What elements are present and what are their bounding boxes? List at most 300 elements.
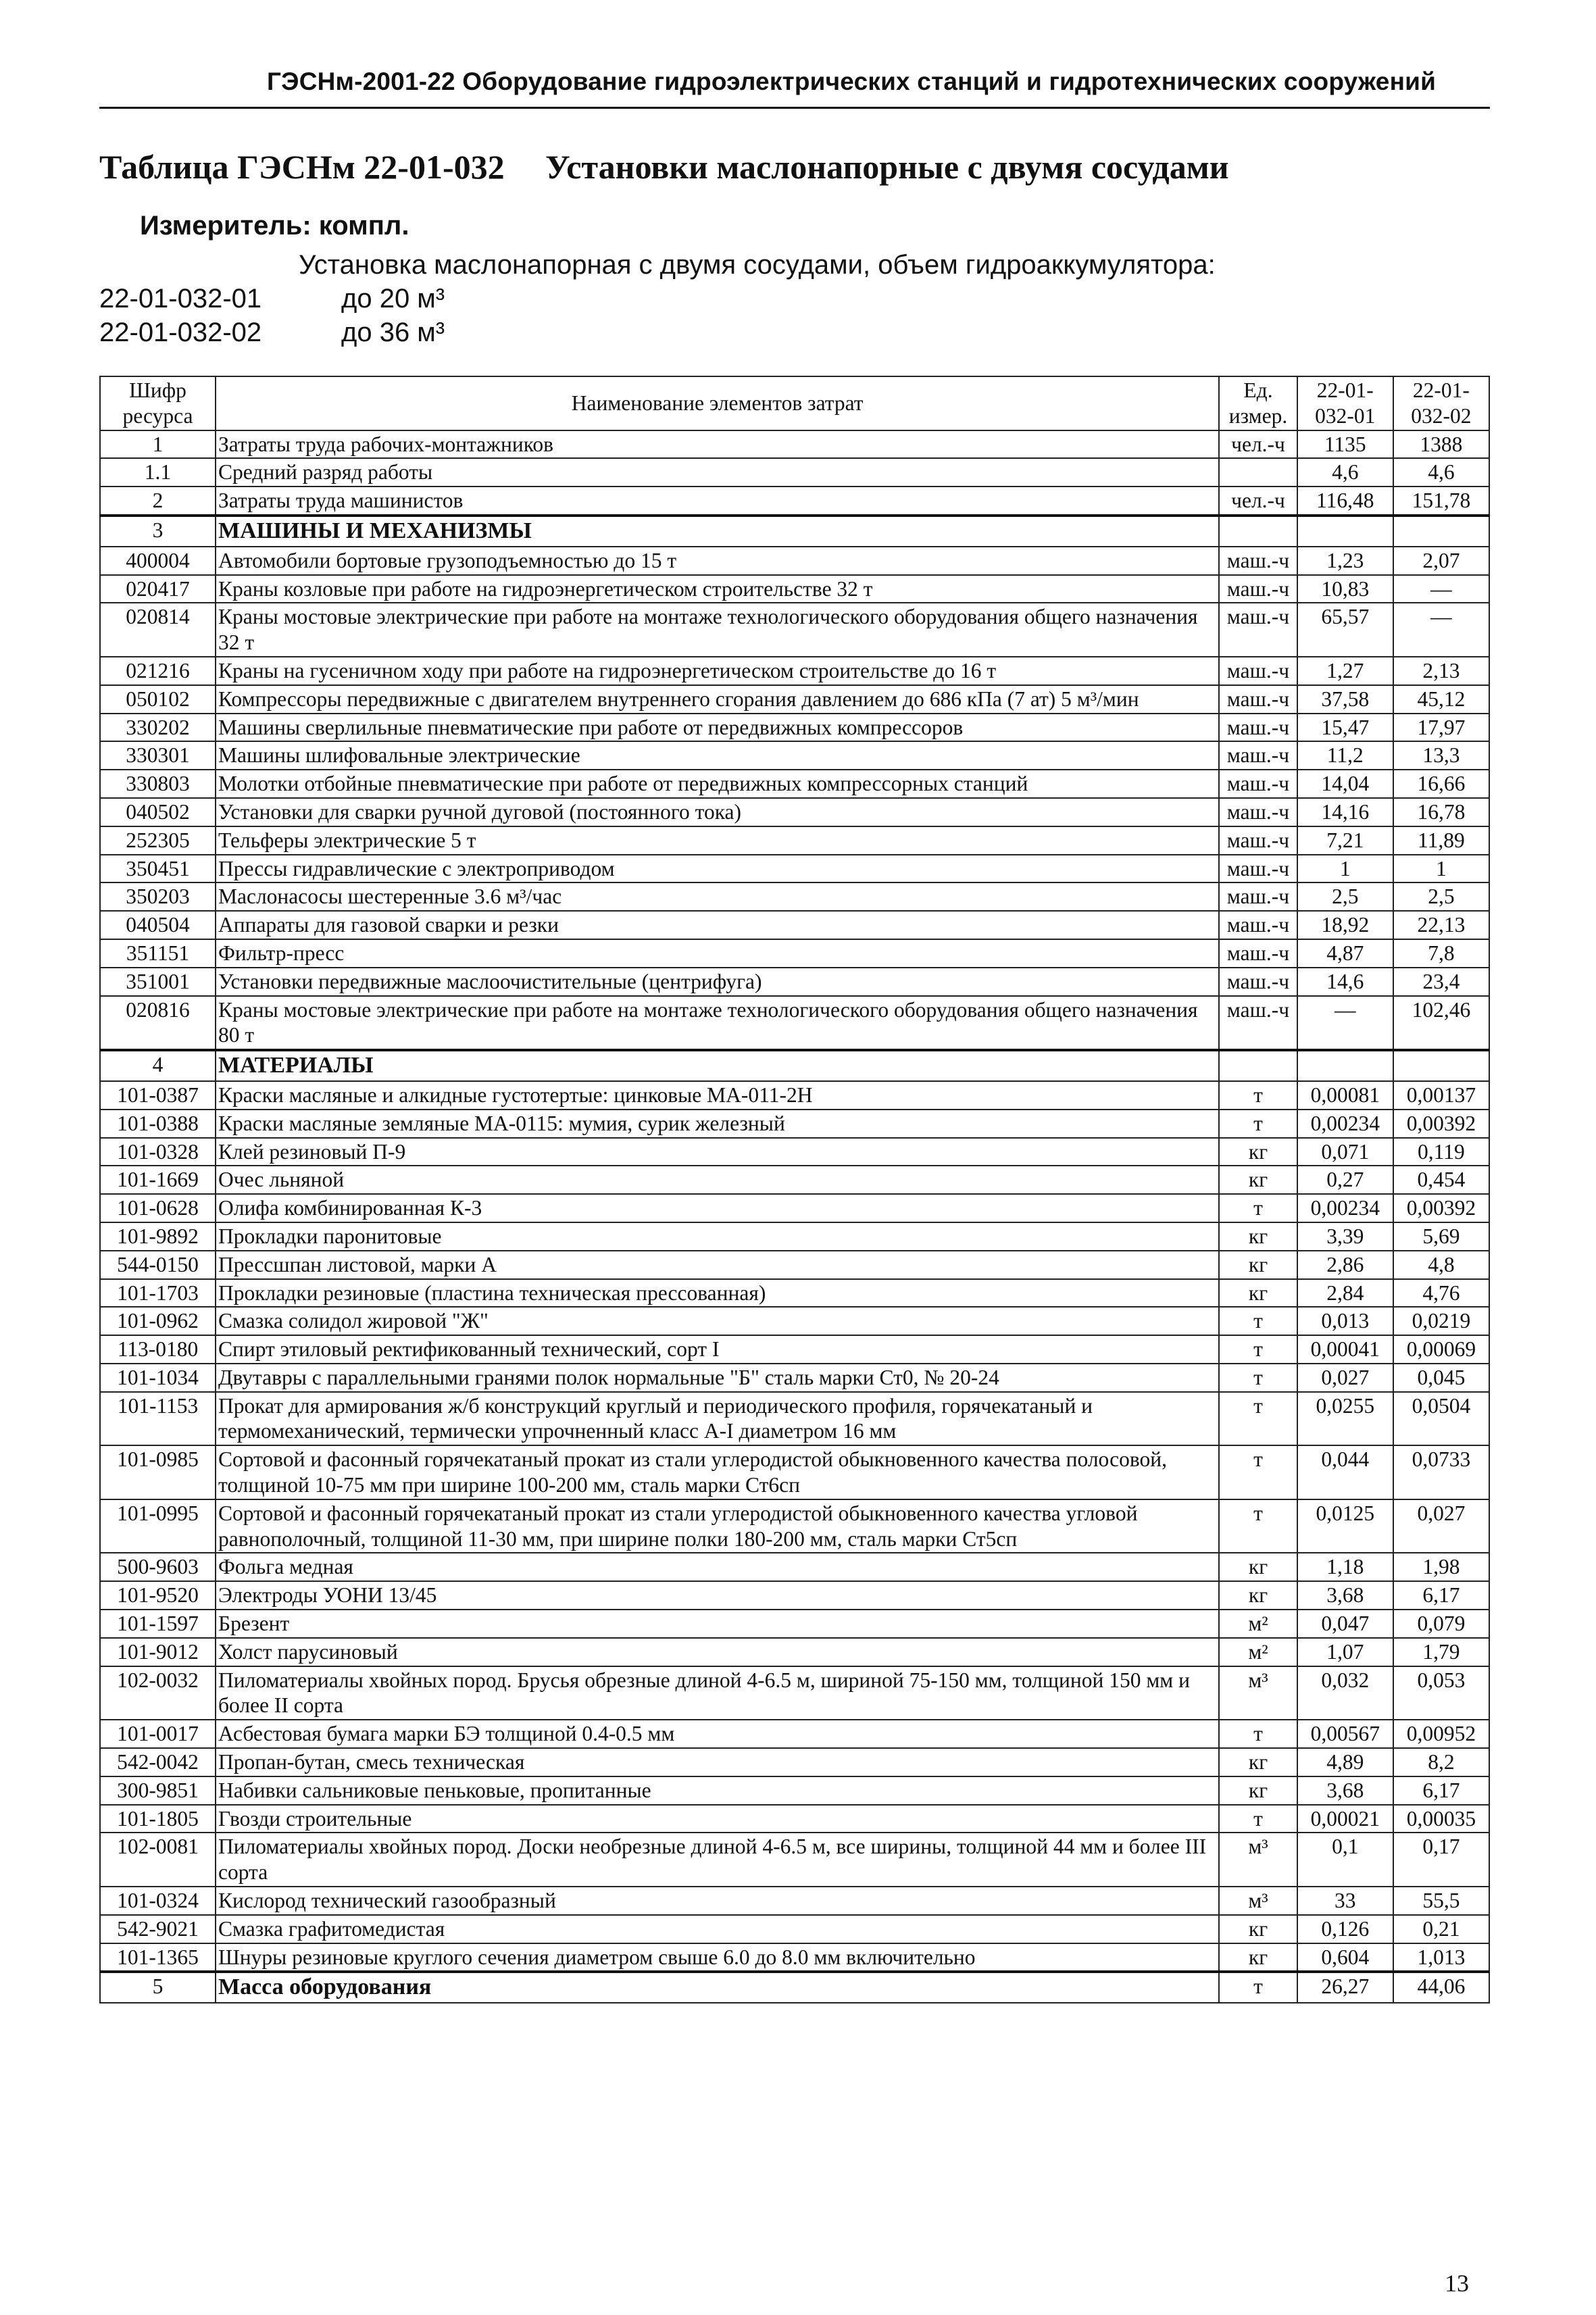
unit-cell: т (1219, 1194, 1297, 1222)
table-row (100, 1748, 1489, 1776)
unit-cell (1219, 516, 1297, 547)
unit-cell: т (1219, 1110, 1297, 1138)
table-row (100, 714, 1489, 742)
variant-code: 22-01-032-01 (99, 284, 262, 314)
value-cell-02: 0,454 (1393, 1166, 1489, 1194)
unit-cell: маш.-ч (1219, 714, 1297, 742)
header-code: Шифр ресурса (100, 376, 216, 430)
unit-cell: кг (1219, 1748, 1297, 1776)
resource-code: 113-0180 (100, 1335, 216, 1364)
table-row (100, 1279, 1489, 1308)
resource-code: 101-1153 (100, 1392, 216, 1446)
resource-name: Маслонасосы шестеренные 3.6 м³/час (216, 882, 1219, 911)
value-cell-01: 0,0255 (1297, 1392, 1393, 1446)
value-cell-01: 0,27 (1297, 1166, 1393, 1194)
resource-name: Двутавры с параллельными гранями полок нормальные "Б" сталь марки Ст0, № 20-24 (216, 1364, 1219, 1392)
resource-name: Фильтр-пресс (216, 939, 1219, 968)
value-cell-01: 2,86 (1297, 1251, 1393, 1279)
unit-cell: м³ (1219, 1887, 1297, 1915)
resource-name: Набивки сальниковые пеньковые, пропитанные (216, 1776, 1219, 1805)
value-cell-01: 7,21 (1297, 826, 1393, 855)
value-cell-01: 1,27 (1297, 657, 1393, 685)
unit-cell: чел.-ч (1219, 487, 1297, 516)
unit-cell: маш.-ч (1219, 657, 1297, 685)
unit-cell: кг (1219, 1915, 1297, 1943)
value-cell-02: 0,119 (1393, 1138, 1489, 1166)
table-row (100, 1307, 1489, 1335)
section-row (100, 1050, 1489, 1081)
resource-code: 101-1034 (100, 1364, 216, 1392)
resource-name: Кислород технический газообразный (216, 1887, 1219, 1915)
resource-code: 020816 (100, 996, 216, 1051)
value-cell-02: 8,2 (1393, 1748, 1489, 1776)
value-cell-01: 0,032 (1297, 1666, 1393, 1720)
value-cell-02: 6,17 (1393, 1776, 1489, 1805)
value-cell-01: 0,1 (1297, 1833, 1393, 1887)
value-cell-02: 44,06 (1393, 1972, 1489, 2003)
value-cell-02: 0,0219 (1393, 1307, 1489, 1335)
unit-cell: м³ (1219, 1666, 1297, 1720)
table-row (100, 575, 1489, 603)
value-cell-02: 2,13 (1393, 657, 1489, 685)
resource-name: Спирт этиловый ректификованный технический, сорт I (216, 1335, 1219, 1364)
resource-code: 330803 (100, 770, 216, 798)
resource-name: Установки передвижные маслоочистительные (центрифуга) (216, 968, 1219, 996)
resource-code: 1.1 (100, 458, 216, 487)
resource-name: Прокладки паронитовые (216, 1222, 1219, 1251)
resource-code: 101-1805 (100, 1805, 216, 1833)
resource-code: 101-0962 (100, 1307, 216, 1335)
section-row (100, 516, 1489, 547)
value-cell-01: 0,0125 (1297, 1499, 1393, 1553)
resource-name: Пропан-бутан, смесь техническая (216, 1748, 1219, 1776)
unit-cell: кг (1219, 1279, 1297, 1308)
resource-code: 2 (100, 487, 216, 516)
unit-cell: маш.-ч (1219, 770, 1297, 798)
value-cell-02: 16,66 (1393, 770, 1489, 798)
section-row (100, 1972, 1489, 2003)
resource-name: Шнуры резиновые круглого сечения диаметром свыше 6.0 до 8.0 мм включительно (216, 1943, 1219, 1972)
table-row (100, 1776, 1489, 1805)
resource-name: Смазка графитомедистая (216, 1915, 1219, 1943)
resource-name: Фольга медная (216, 1553, 1219, 1581)
table-row (100, 1666, 1489, 1720)
unit-cell: маш.-ч (1219, 575, 1297, 603)
value-cell-02: 5,69 (1393, 1222, 1489, 1251)
value-cell-02: 16,78 (1393, 798, 1489, 826)
resource-code: 040502 (100, 798, 216, 826)
resource-code: 102-0081 (100, 1833, 216, 1887)
resource-name: Пиломатериалы хвойных пород. Доски необрезные длиной 4-6.5 м, все ширины, толщиной 44 мм и более III сорта (216, 1833, 1219, 1887)
value-cell-02: 2,5 (1393, 882, 1489, 911)
table-row (100, 1943, 1489, 1972)
header-rule (99, 107, 1490, 109)
value-cell-01: 0,00041 (1297, 1335, 1393, 1364)
page-number: 13 (1445, 2270, 1469, 2297)
value-cell-02 (1393, 516, 1489, 547)
table-row (100, 430, 1489, 459)
value-cell-01: 18,92 (1297, 911, 1393, 939)
value-cell-02: 4,6 (1393, 458, 1489, 487)
unit-cell: маш.-ч (1219, 939, 1297, 968)
table-row (100, 1581, 1489, 1610)
resource-code: 4 (100, 1050, 216, 1081)
resource-code: 020417 (100, 575, 216, 603)
resource-code: 101-1669 (100, 1166, 216, 1194)
resource-code: 1 (100, 430, 216, 459)
value-cell-01: 4,6 (1297, 458, 1393, 487)
table-row (100, 1110, 1489, 1138)
value-cell-01: 15,47 (1297, 714, 1393, 742)
unit-cell: т (1219, 1720, 1297, 1748)
value-cell-01: 116,48 (1297, 487, 1393, 516)
resource-code: 5 (100, 1972, 216, 2003)
value-cell-02: 0,00392 (1393, 1194, 1489, 1222)
value-cell-02: 7,8 (1393, 939, 1489, 968)
resource-code: 020814 (100, 603, 216, 657)
resource-code: 050102 (100, 685, 216, 714)
table-name: Установки маслонапорные с двумя сосудами (545, 148, 1229, 186)
table-row (100, 603, 1489, 657)
resource-code: 500-9603 (100, 1553, 216, 1581)
unit-cell: кг (1219, 1166, 1297, 1194)
table-row (100, 1833, 1489, 1887)
table-row (100, 741, 1489, 770)
value-cell-01: 0,013 (1297, 1307, 1393, 1335)
table-header-row (100, 376, 1489, 430)
value-cell-01: 0,126 (1297, 1915, 1393, 1943)
measure-unit: Измеритель: компл. (140, 211, 409, 241)
variant-line-2 (99, 318, 445, 348)
table-row (100, 1335, 1489, 1364)
resource-table (99, 376, 1490, 2003)
unit-cell: т (1219, 1081, 1297, 1110)
resource-code: 101-0387 (100, 1081, 216, 1110)
unit-cell (1219, 458, 1297, 487)
table-row (100, 685, 1489, 714)
value-cell-02: 0,0733 (1393, 1445, 1489, 1499)
unit-cell: маш.-ч (1219, 826, 1297, 855)
resource-code: 101-0995 (100, 1499, 216, 1553)
value-cell-02: 4,76 (1393, 1279, 1489, 1308)
unit-cell: т (1219, 1499, 1297, 1553)
value-cell-01: 1,23 (1297, 547, 1393, 575)
resource-name: Прессы гидравлические с электроприводом (216, 855, 1219, 883)
resource-name: Установки для сварки ручной дуговой (постоянного тока) (216, 798, 1219, 826)
unit-cell: маш.-ч (1219, 741, 1297, 770)
resource-code: 542-9021 (100, 1915, 216, 1943)
unit-cell: маш.-ч (1219, 547, 1297, 575)
value-cell-01: 0,00021 (1297, 1805, 1393, 1833)
table-row (100, 458, 1489, 487)
table-row (100, 770, 1489, 798)
value-cell-02: 23,4 (1393, 968, 1489, 996)
value-cell-01: 0,044 (1297, 1445, 1393, 1499)
resource-code: 101-0985 (100, 1445, 216, 1499)
resource-name: Затраты труда машинистов (216, 487, 1219, 516)
resource-name: Средний разряд работы (216, 458, 1219, 487)
resource-name: Молотки отбойные пневматические при работе от передвижных компрессорных станций (216, 770, 1219, 798)
value-cell-01: 2,84 (1297, 1279, 1393, 1308)
resource-name: Машины шлифовальные электрические (216, 741, 1219, 770)
value-cell-02: 0,00137 (1393, 1081, 1489, 1110)
resource-name: Краски масляные и алкидные густотертые: цинковые МА-011-2Н (216, 1081, 1219, 1110)
resource-name: Компрессоры передвижные с двигателем внутреннего сгорания давлением до 686 кПа (7 ат) 5 м³/мин (216, 685, 1219, 714)
unit-cell: кг (1219, 1581, 1297, 1610)
unit-cell: т (1219, 1335, 1297, 1364)
resource-code: 351001 (100, 968, 216, 996)
unit-cell (1219, 1050, 1297, 1081)
resource-name: Прокладки резиновые (пластина техническая прессованная) (216, 1279, 1219, 1308)
resource-name: Электроды УОНИ 13/45 (216, 1581, 1219, 1610)
resource-name: МАШИНЫ И МЕХАНИЗМЫ (216, 516, 1219, 547)
value-cell-02: 45,12 (1393, 685, 1489, 714)
value-cell-02: 4,8 (1393, 1251, 1489, 1279)
resource-name: Тельферы электрические 5 т (216, 826, 1219, 855)
table-row (100, 1194, 1489, 1222)
resource-name: Прокат для армирования ж/б конструкций круглый и периодического профиля, горячекатаный и термомеханический, термически упрочненный класс А-I диаметром 16 мм (216, 1392, 1219, 1446)
variant-code: 22-01-032-02 (99, 318, 262, 347)
variant-label: до 20 м³ (341, 284, 445, 314)
value-cell-02: 1,013 (1393, 1943, 1489, 1972)
resource-name: Сортовой и фасонный горячекатаный прокат из стали углеродистой обыкновенного качества полосовой, толщиной 10-75 мм при ширине 100-200 мм, сталь марки Ст6сп (216, 1445, 1219, 1499)
table-row (100, 1251, 1489, 1279)
resource-name: Краны козловые при работе на гидроэнергетическом строительстве 32 т (216, 575, 1219, 603)
resource-code: 021216 (100, 657, 216, 685)
unit-cell: т (1219, 1972, 1297, 2003)
value-cell-01: 33 (1297, 1887, 1393, 1915)
value-cell-01: 0,047 (1297, 1610, 1393, 1638)
value-cell-02: 102,46 (1393, 996, 1489, 1051)
unit-cell: маш.-ч (1219, 882, 1297, 911)
resource-name: Пиломатериалы хвойных пород. Брусья обрезные длиной 4-6.5 м, шириной 75-150 мм, толщиной 150 мм и более II сорта (216, 1666, 1219, 1720)
header-v2: 22-01-032-02 (1393, 376, 1489, 430)
variant-line-1 (99, 284, 445, 314)
value-cell-02: 0,00392 (1393, 1110, 1489, 1138)
unit-cell: маш.-ч (1219, 603, 1297, 657)
unit-cell: маш.-ч (1219, 685, 1297, 714)
value-cell-02 (1393, 1050, 1489, 1081)
value-cell-02: 6,17 (1393, 1581, 1489, 1610)
value-cell-01: 2,5 (1297, 882, 1393, 911)
table-row (100, 1499, 1489, 1553)
resource-name: Асбестовая бумага марки БЭ толщиной 0.4-0.5 мм (216, 1720, 1219, 1748)
header-v1: 22-01-032-01 (1297, 376, 1393, 430)
value-cell-01: 1,07 (1297, 1638, 1393, 1666)
table-row (100, 1638, 1489, 1666)
value-cell-02: 55,5 (1393, 1887, 1489, 1915)
resource-code: 101-9892 (100, 1222, 216, 1251)
resource-name: Масса оборудования (216, 1972, 1219, 2003)
value-cell-02: 151,78 (1393, 487, 1489, 516)
unit-cell: м² (1219, 1610, 1297, 1638)
resource-name: Холст парусиновый (216, 1638, 1219, 1666)
resource-code: 3 (100, 516, 216, 547)
intro-text: Установка маслонапорная с двумя сосудами, объем гидроаккумулятора: (299, 250, 1216, 280)
value-cell-01: 1 (1297, 855, 1393, 883)
value-cell-02: 0,21 (1393, 1915, 1489, 1943)
resource-code: 101-9012 (100, 1638, 216, 1666)
resource-name: Краны мостовые электрические при работе на монтаже технологического оборудования общего назначения 32 т (216, 603, 1219, 657)
resource-code: 350203 (100, 882, 216, 911)
value-cell-01: 0,00567 (1297, 1720, 1393, 1748)
table-row (100, 1081, 1489, 1110)
table-row (100, 1138, 1489, 1166)
resource-code: 101-0324 (100, 1887, 216, 1915)
resource-code: 101-1597 (100, 1610, 216, 1638)
resource-name: Затраты труда рабочих-монтажников (216, 430, 1219, 459)
table-row (100, 798, 1489, 826)
resource-name: Аппараты для газовой сварки и резки (216, 911, 1219, 939)
table-row (100, 968, 1489, 996)
header-unit: Ед. измер. (1219, 376, 1297, 430)
table-row (100, 1720, 1489, 1748)
value-cell-01: 3,68 (1297, 1776, 1393, 1805)
value-cell-01: 1135 (1297, 430, 1393, 459)
table-row (100, 1610, 1489, 1638)
value-cell-01 (1297, 1050, 1393, 1081)
resource-name: Гвозди строительные (216, 1805, 1219, 1833)
value-cell-01: 10,83 (1297, 575, 1393, 603)
value-cell-01: 0,00234 (1297, 1110, 1393, 1138)
table-row (100, 487, 1489, 516)
resource-code: 040504 (100, 911, 216, 939)
resource-name: МАТЕРИАЛЫ (216, 1050, 1219, 1081)
value-cell-01: 14,6 (1297, 968, 1393, 996)
table-row (100, 1887, 1489, 1915)
table-row (100, 1445, 1489, 1499)
resource-name: Краны на гусеничном ходу при работе на гидроэнергетическом строительстве до 16 т (216, 657, 1219, 685)
value-cell-01: — (1297, 996, 1393, 1051)
unit-cell: кг (1219, 1776, 1297, 1805)
table-row (100, 882, 1489, 911)
value-cell-01: 0,604 (1297, 1943, 1393, 1972)
resource-code: 400004 (100, 547, 216, 575)
value-cell-01: 1,18 (1297, 1553, 1393, 1581)
resource-code: 544-0150 (100, 1251, 216, 1279)
value-cell-01: 3,68 (1297, 1581, 1393, 1610)
resource-code: 101-0388 (100, 1110, 216, 1138)
value-cell-02: 0,079 (1393, 1610, 1489, 1638)
table-row (100, 996, 1489, 1051)
resource-code: 330301 (100, 741, 216, 770)
resource-name: Краски масляные земляные МА-0115: мумия, сурик железный (216, 1110, 1219, 1138)
resource-code: 330202 (100, 714, 216, 742)
resource-name: Автомобили бортовые грузоподъемностью до 15 т (216, 547, 1219, 575)
unit-cell: чел.-ч (1219, 430, 1297, 459)
unit-cell: маш.-ч (1219, 855, 1297, 883)
table-row (100, 1805, 1489, 1833)
value-cell-02: — (1393, 603, 1489, 657)
resource-name: Машины сверлильные пневматические при работе от передвижных компрессоров (216, 714, 1219, 742)
value-cell-02: 0,0504 (1393, 1392, 1489, 1446)
value-cell-02: 0,00952 (1393, 1720, 1489, 1748)
value-cell-01: 0,00081 (1297, 1081, 1393, 1110)
unit-cell: т (1219, 1364, 1297, 1392)
resource-code: 351151 (100, 939, 216, 968)
resource-code: 542-0042 (100, 1748, 216, 1776)
header-name: Наименование элементов затрат (216, 376, 1219, 430)
resource-code: 101-1365 (100, 1943, 216, 1972)
value-cell-02: 0,00069 (1393, 1335, 1489, 1364)
unit-cell: маш.-ч (1219, 911, 1297, 939)
resource-code: 101-0328 (100, 1138, 216, 1166)
value-cell-02: 1,98 (1393, 1553, 1489, 1581)
table-row (100, 911, 1489, 939)
value-cell-02: 13,3 (1393, 741, 1489, 770)
value-cell-02: 0,17 (1393, 1833, 1489, 1887)
value-cell-02: 1,79 (1393, 1638, 1489, 1666)
resource-code: 102-0032 (100, 1666, 216, 1720)
resource-name: Краны мостовые электрические при работе на монтаже технологического оборудования общего назначения 80 т (216, 996, 1219, 1051)
table-row (100, 657, 1489, 685)
table-row (100, 1222, 1489, 1251)
table-row (100, 826, 1489, 855)
value-cell-01: 4,87 (1297, 939, 1393, 968)
table-row (100, 1553, 1489, 1581)
table-row (100, 547, 1489, 575)
resource-name: Прессшпан листовой, марки А (216, 1251, 1219, 1279)
value-cell-01: 0,00234 (1297, 1194, 1393, 1222)
resource-name: Смазка солидол жировой "Ж" (216, 1307, 1219, 1335)
value-cell-02: 22,13 (1393, 911, 1489, 939)
value-cell-01: 4,89 (1297, 1748, 1393, 1776)
table-number: Таблица ГЭСНм 22-01-032 (99, 148, 505, 186)
resource-name: Брезент (216, 1610, 1219, 1638)
value-cell-01: 11,2 (1297, 741, 1393, 770)
value-cell-02: 11,89 (1393, 826, 1489, 855)
value-cell-01: 14,04 (1297, 770, 1393, 798)
table-row (100, 1392, 1489, 1446)
table-row (100, 1915, 1489, 1943)
resource-name: Клей резиновый П-9 (216, 1138, 1219, 1166)
unit-cell: маш.-ч (1219, 968, 1297, 996)
resource-code: 101-0628 (100, 1194, 216, 1222)
value-cell-02: 0,045 (1393, 1364, 1489, 1392)
unit-cell: кг (1219, 1251, 1297, 1279)
resource-name: Очес льняной (216, 1166, 1219, 1194)
unit-cell: т (1219, 1307, 1297, 1335)
unit-cell: т (1219, 1392, 1297, 1446)
value-cell-01: 37,58 (1297, 685, 1393, 714)
value-cell-01: 0,027 (1297, 1364, 1393, 1392)
unit-cell: кг (1219, 1222, 1297, 1251)
value-cell-02: — (1393, 575, 1489, 603)
table-row (100, 939, 1489, 968)
unit-cell: т (1219, 1445, 1297, 1499)
unit-cell: м³ (1219, 1833, 1297, 1887)
resource-code: 101-9520 (100, 1581, 216, 1610)
resource-code: 101-0017 (100, 1720, 216, 1748)
value-cell-02: 0,00035 (1393, 1805, 1489, 1833)
value-cell-02: 2,07 (1393, 547, 1489, 575)
variant-label: до 36 м³ (341, 318, 445, 347)
unit-cell: т (1219, 1805, 1297, 1833)
table-row (100, 1166, 1489, 1194)
value-cell-02: 0,053 (1393, 1666, 1489, 1720)
resource-code: 252305 (100, 826, 216, 855)
table-body (100, 430, 1489, 2003)
unit-cell: м² (1219, 1638, 1297, 1666)
value-cell-02: 1 (1393, 855, 1489, 883)
unit-cell: кг (1219, 1943, 1297, 1972)
value-cell-01: 65,57 (1297, 603, 1393, 657)
table-row (100, 1364, 1489, 1392)
running-head: ГЭСНм-2001-22 Оборудование гидроэлектрических станций и гидротехнических сооружений (267, 68, 1437, 95)
unit-cell: маш.-ч (1219, 996, 1297, 1051)
value-cell-02: 0,027 (1393, 1499, 1489, 1553)
value-cell-01 (1297, 516, 1393, 547)
